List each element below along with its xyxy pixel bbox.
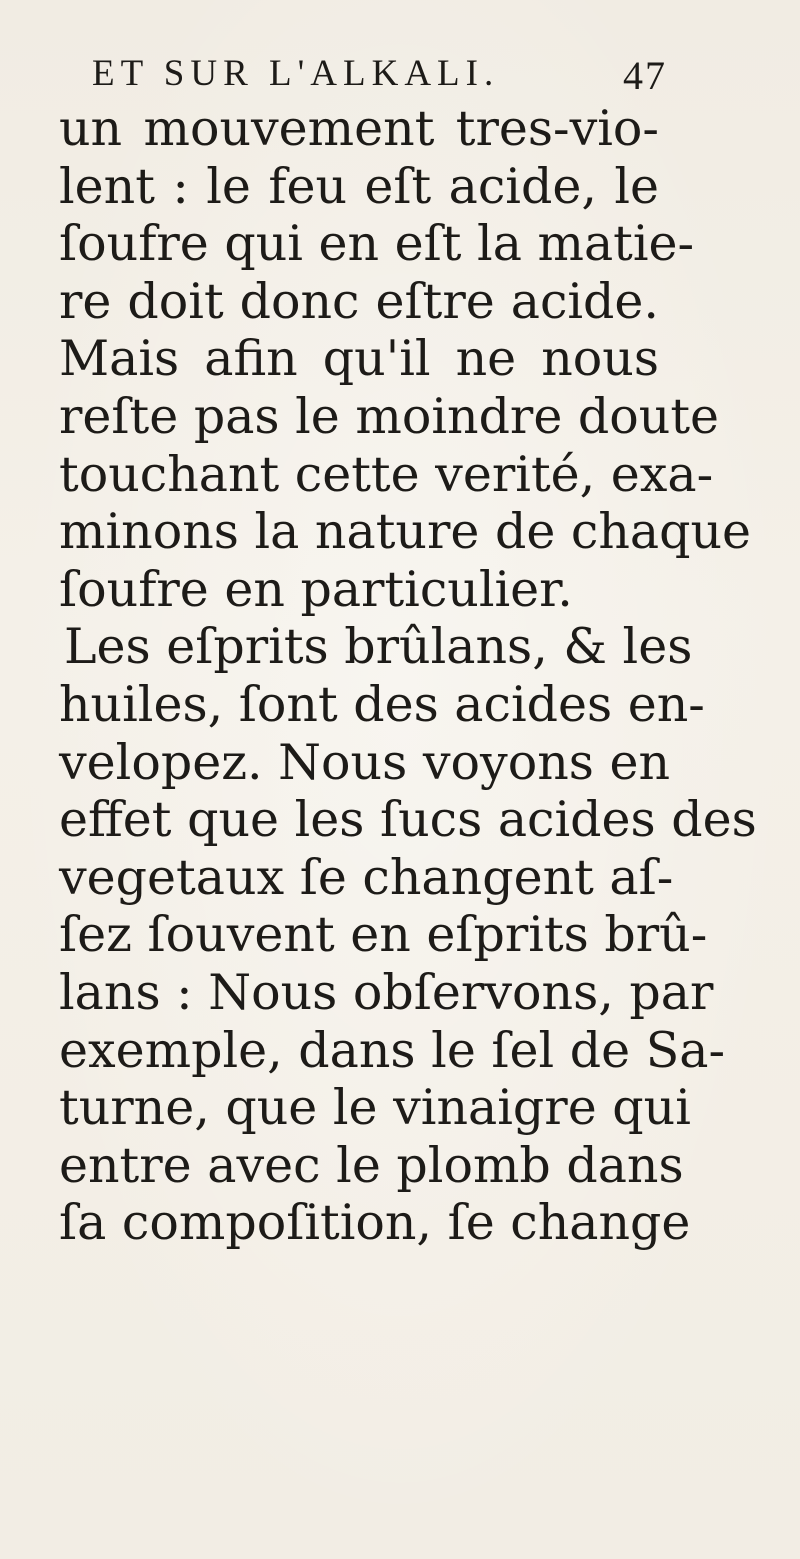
text-line: minons la nature de chaque <box>59 503 752 561</box>
text-line: velopez. Nous voyons en <box>59 733 671 791</box>
text-line: ſoufre qui en eſt la matie- <box>59 215 695 273</box>
text-line: effet que les ſucs acides des <box>59 791 757 849</box>
text-line: lent : le feu eſt acide, le <box>59 157 659 215</box>
text-line: reſte pas le moindre doute <box>59 387 720 445</box>
running-head <box>92 48 667 108</box>
text-line: entre avec le plomb dans <box>59 1136 684 1194</box>
text-line: re doit donc eſtre acide. <box>59 272 659 330</box>
page-number: 47 <box>623 53 667 98</box>
text-line: huiles, ſont des acides en- <box>59 675 705 733</box>
text-line: Les eſprits brûlans, & les <box>64 618 693 676</box>
text-line: lans : Nous obſervons, par <box>59 963 714 1021</box>
text-line: Mais afin qu'il ne nous <box>59 330 659 388</box>
text-line: touchant cette verité, exa- <box>59 445 714 503</box>
running-head-title: ET SUR L'ALKALI. <box>92 53 500 94</box>
body-text <box>59 100 757 1252</box>
text-line: vegetaux ſe changent aſ- <box>59 848 674 906</box>
text-line: ſa compoſition, ſe change <box>59 1194 691 1252</box>
text-line: exemple, dans le ſel de Sa- <box>59 1021 726 1079</box>
text-line: ſez ſouvent en eſprits brû- <box>59 906 708 964</box>
text-line: un mouvement tres-vio- <box>59 100 659 157</box>
text-line: turne, que le vinaigre qui <box>59 1079 691 1137</box>
text-line: ſoufre en particulier. <box>59 560 573 618</box>
